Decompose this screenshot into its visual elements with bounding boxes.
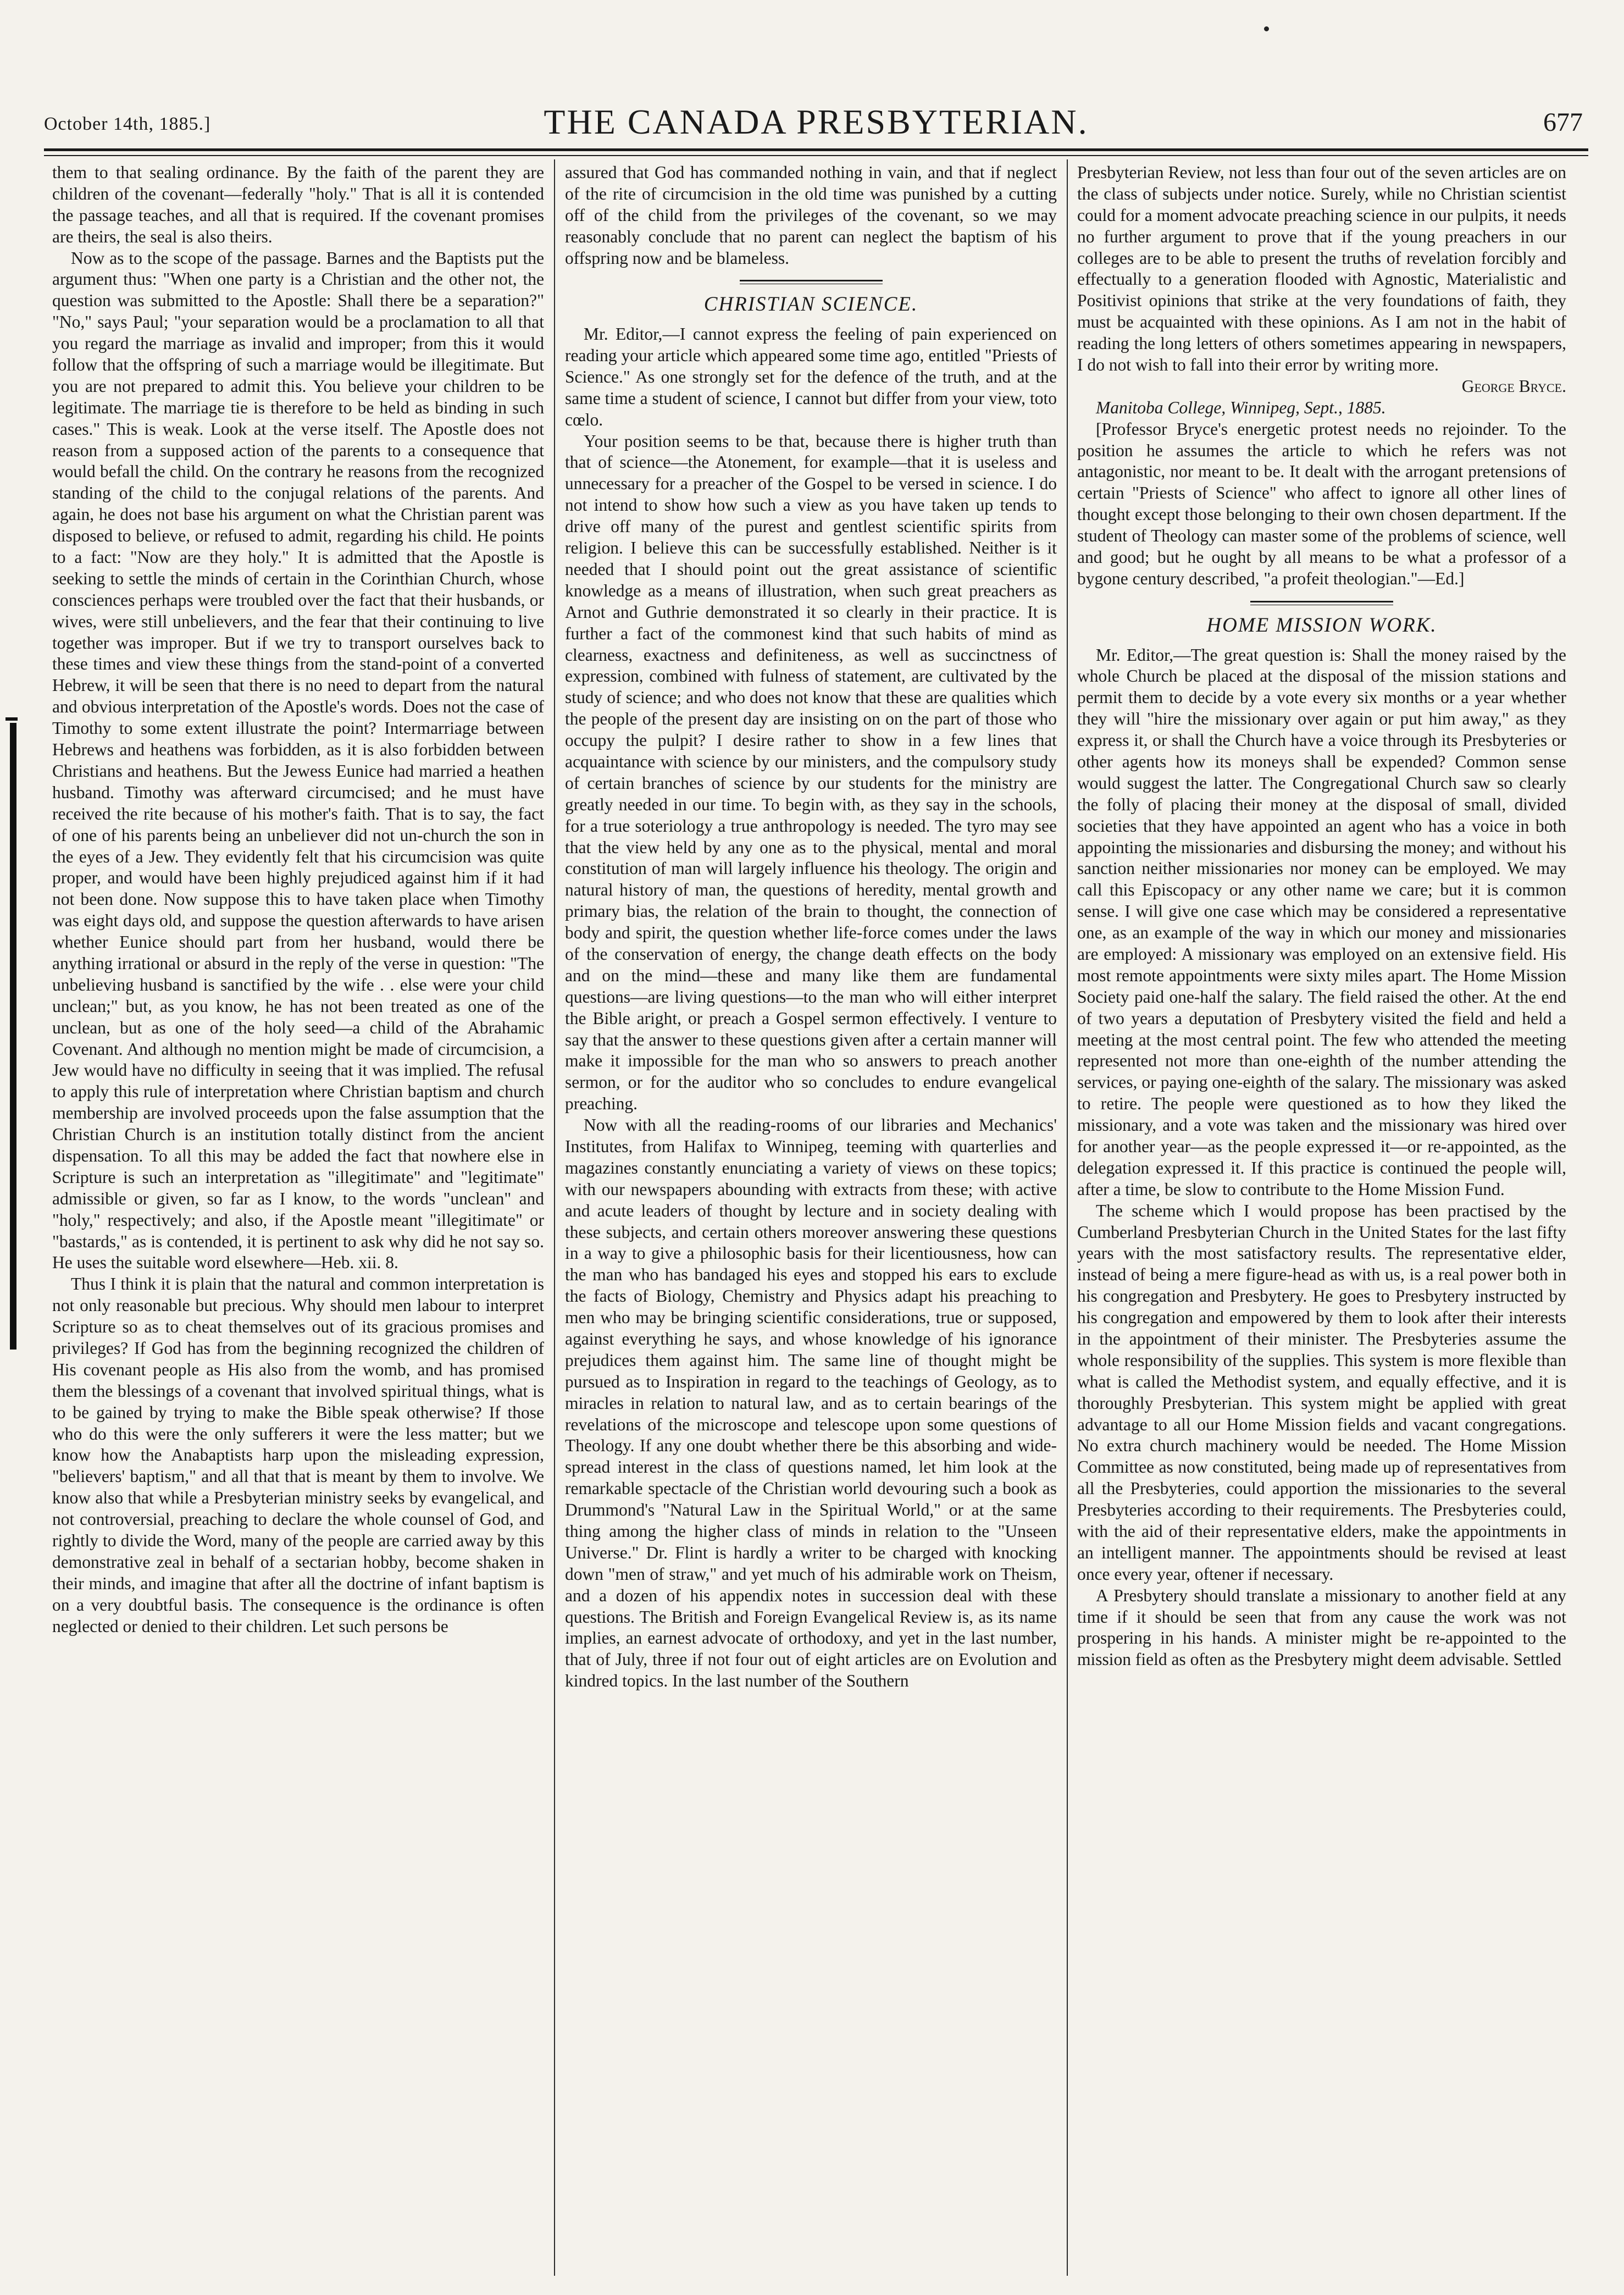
issue-date: October 14th, 1885.] xyxy=(44,114,211,134)
masthead-title: THE CANADA PRESBYTERIAN. xyxy=(544,102,1089,141)
paragraph: them to that sealing ordinance. By the faith of the parent they are children of the covenant—federally "holy." That is all it is contended the passage teaches, and all that is required. If the covenant promises are theirs, the seal is also theirs. xyxy=(52,163,544,246)
paragraph: Now with all the reading-rooms of our libraries and Mechanics' Institutes, from Halifax to Winnipeg, teeming with quarterlies and magazines constantly enunciating a variety of views on these topics; with our newspapers abounding with extracts from these; with active and acute leaders of thought by lecture and in society dealing with these subjects, and certain others moreover answering these questions in a way to give a philosophic basis for their licentiousness, how can the man who has bandaged his eyes and stopped his ears to exclude the facts of Biology, Chemistry and Physics adapt his preaching to men who may be bringing scientific considerations, true or supposed, against everything he says, and whose knowledge of his ignorance prejudices them against him. The same line of thought might be pursued as to Inspiration in regard to the teachings of Geology, as to miracles in relation to natural law, and as to certain bearings of the revelations of the microscope and telescope upon some questions of Theology. If any one doubt whether there be this absorbing and wide-spread interest in the class of questions named, let him look at the remarkable spectacle of the Christian world devouring such a book as Drummond's "Natural Law in the Spiritual World," or at the same thing among the higher class of minds in relation to the "Unseen Universe." Dr. Flint is hardly a writer to be charged with knocking down "men of straw," and yet much of his admirable work on Theism, and a dozen of his appendix notes in succession deal with these questions. The British and Foreign Evangelical Review is, as its name implies, an earnest advocate of orthodoxy, and yet in the last number, that of July, three if not four out of eight articles are on Evolution and kindred topics. In the last number of the Southern xyxy=(565,1115,1057,1691)
binding-shadow xyxy=(10,723,16,1350)
paragraph: Mr. Editor,—I cannot express the feeling of pain experienced on reading your article which appeared some time ago, entitled "Priests of Science." As one strongly set for the defence of the truth, and at the same time a student of science, I cannot but differ from your view, toto cœlo. xyxy=(565,324,1057,429)
column-divider xyxy=(1067,159,1068,2276)
column-2 xyxy=(565,162,1057,2273)
paragraph: assured that God has commanded nothing in vain, and that if neglect of the rite of circumcision in the old time was punished by a cutting off of the child from the privileges of the covenant, so we may reasonably conclude that no parent can neglect the baptism of his offspring now and be blameless. xyxy=(565,163,1057,268)
paragraph: The scheme which I would propose has been practised by the Cumberland Presbyterian Church in the United States for the last fifty years with the most satisfactory results. The representative elder, instead of being a mere figure-head as with us, is a real power both in his congregation and Presbytery. He goes to Presbytery instructed by his congregation and empowered by them to look after their interests in the appointment of their minister. The Presbyteries assume the whole responsibility of the supplies. This system is more flexible than what is called the Methodist system, and equally effective, and it is thoroughly Presbyterian. This system might be applied with great advantage to all our Home Mission fields and vacant congregations. No extra church machinery would be needed. The Home Mission Committee as now constituted, being made up of representatives from all the Presbyteries, could apportion the missionaries to the several Presbyteries according to their requirements. The Presbyteries could, with the aid of their representative elders, make the appointments in an intelligent manner. The appointments should be revised at least once every year, oftener if necessary. xyxy=(1077,1201,1566,1584)
paragraph: Thus I think it is plain that the natural and common interpretation is not only reasonable but precious. Why should men labour to interpret Scripture so as to cheat themselves out of its gracious promises and privileges? If God has from the beginning recognized the children of His covenant people as His also from the womb, and has promised them the blessings of a covenant that involved spiritual things, what is to be gained by trying to make the Bible speak otherwise? If those who do this were the only sufferers it were the less matter; but we know how the Anabaptists harp upon the misleading expression, "believers' baptism," and all that that is meant by them to involve. We know also that while a Presbyterian ministry seeks by evangelical, and not controversial, preaching to declare the whole counsel of God, and rightly to divide the Word, many of the people are carried away by this demonstrative zeal in behalf of a sectarian hobby, become shaken in their minds, and imagine that after all the doctrine of infant baptism is on a very doubtful basis. The consequence is the ordinance is often neglected or denied to their children. Let such persons be xyxy=(52,1274,544,1636)
page-header xyxy=(44,102,1588,146)
section-title-home-mission-work: HOME MISSION WORK. xyxy=(1206,613,1437,637)
header-rule xyxy=(44,148,1588,151)
paragraph: Presbyterian Review, not less than four out of the seven articles are on the class of subjects under notice. Surely, while no Christian scientist could for a moment advocate preaching science in our pulpits, it needs no further argument to prove that if the young preachers in our colleges are to be able to present the truths of revelation forcibly and effectually to a generation flooded with Agnostic, Materialistic and Positivist opinions that strike at the very foundations of faith, they must be acquainted with these opinions. As I am not in the habit of reading the long letters of others sometimes appearing in newspapers, I do not wish to fall into their error by writing more. xyxy=(1077,163,1566,375)
paragraph: Now as to the scope of the passage. Barnes and the Baptists put the argument thus: "When one party is a Christian and the other not, the question was submitted to the Apostle: Shall there be a separation?" "No," says Paul; "your separation would be a proclamation to all that you regard the marriage as invalid and improper; from this it would follow that the offspring of such a marriage would be illegitimate. But you are not prepared to admit this. You believe your children to be legitimate. The marriage tie is therefore to be held as binding in such cases." This is weak. Look at the verse itself. The Apostle does not reason from a supposed action of the parents to a consequence that would befall the child. On the contrary he reasons from the recognized standing of the child to the conjugal relations of the parents. And again, he does not base his argument on what the Christian parent was disposed to believe, or refused to admit, regarding his child. He points to a fact: "Now are they holy." It is admitted that the Apostle is seeking to settle the minds of certain in the Corinthian Church, whose consciences perhaps were troubled over the fact that their husbands, or wives, were still unbelievers, and the fear that their continuing to live together was improper. But if we try to transport ourselves back to these times and view these things from the stand-point of a converted Hebrew, it will be seen that there is no need to depart from the natural and obvious interpretation of the Apostle's words. Does not the case of Timothy to some extent illustrate the point? Intermarriage between Hebrews and heathens was forbidden, as it is also forbidden between Christians and heathens. But the Jewess Eunice had married a heathen husband. Timothy was afterward circumcised; and he must have received the rite because of his mother's faith. That is to say, the fact of one of his parents being an unbeliever did not un-church the son in the eyes of a Jew. They evidently felt that his circumcision was quite proper, and would have been highly prejudiced against him if it had not been done. Now suppose this to have taken place when Timothy was eight days old, and suppose the question afterwards to have arisen whether Eunice should part from her husband, would there be anything irrational or absurd in the reply of the verse in question: "The unbelieving husband is sanctified by the wife . . else were your child unclean;" but, as you know, he has not been treated as one of the unclean, but as one of the holy seed—a child of the Abrahamic Covenant. And although no mention might be made of circumcision, a Jew would have no difficulty in seeing that it was implied. The refusal to apply this rule of interpretation where Christian baptism and church membership are involved proceeds upon the false assumption that the Christian Church is an institution totally distinct from the ancient dispensation. To all this may be added the fact that nowhere else in Scripture is such an interpretation as "illegitimate" and "legitimate" admissible or given, so far as I know, to the words "unclean" and "holy," respectively; and also, if the Apostle meant "illegitimate" or "bastards," as is contended, it is pertinent to ask why did he not say so. He uses the suitable word elsewhere—Heb. xii. 8. xyxy=(52,248,544,1273)
section-title-christian-science: CHRISTIAN SCIENCE. xyxy=(703,293,918,316)
paragraph: Mr. Editor,—The great question is: Shall the money raised by the whole Church be placed at the disposal of the mission stations and permit them to decide by a vote every six months or a year whether they will "hire the missionary over again or put him away," as they express it, or shall the Church have a voice through its Presbyteries or other agents how its moneys shall be expended? Common sense would suggest the latter. The Congregational Church saw so clearly the folly of placing their money at the disposal of small, divided societies that they have appointed an agent who has a voice in both appointing the missionaries and disbursing the money; and without his sanction neither missionaries nor money can be employed. We may call this Episcopacy or any other name we care; but it is common sense. I will give one case which may be considered a representative one, as an example of the way in which our money and missionaries are employed: A missionary was employed on an extensive field. His most remote appointments were sixty miles apart. The Home Mission Society paid one-half the salary. The field raised the other. At the end of two years a deputation of Presbytery visited the field and held a meeting at the most central point. The few who attended the meeting represented not more than one-eighth of the number attending the services, or paying one-eighth of the salary. The missionary was asked to retire. The people were questioned as to how they liked the missionary, and a vote was taken and the missionary was hired over for another year—as the people expressed it—or re-appointed, as the delegation expressed it. If this practice is continued the people will, after a time, be slow to contribute to the Home Mission Fund. xyxy=(1077,645,1566,1199)
paragraph: Your position seems to be that, because there is higher truth than that of science—the Atonement, for example—that it is useless and unnecessary for a preacher of the Gospel to be versed in science. I do not intend to show how such a view as you have taken up tends to drive off many of the purest and gentlest scientific spirits from religion. I believe this can be successfully established. Neither is it needed that I should point out the great assistance of scientific knowledge as a means of illustration, when such great preachers as Arnot and Guthrie demonstrated it so clearly in their practice. It is further a fact of the commonest kind that such habits of mind as clearness, exactness and definiteness, as well as succinctness of expression, combined with fulness of statement, are cultivated by the study of science; and who does not know that these are qualities which the people of the present day are insisting on on the part of those who occupy the pulpit? I desire rather to show in a few lines that acquaintance with science by our ministers, and the compulsory study of certain branches of science by our students for the ministry are greatly needed in our time. To begin with, as they say in the schools, for a true soteriology a true anthropology is needed. The tyro may see that the view held by any one as to the physical, mental and moral constitution of man will largely influence his theology. The origin and natural history of man, the questions of heredity, mental growth and primary bias, the relation of the brain to thought, the connection of body and spirit, the question whether life-force comes under the laws of the conservation of energy, the change death effects on the body and on the mind—these and many like them are fundamental questions—are living questions—to the man who will either interpret the Bible aright, or preach a Gospel sermon effectively. I venture to say that the answer to these questions given after a certain manner will make it impossible for the man who so answers to preach another sermon, or for the auditor who so concludes to endure evangelical preaching. xyxy=(565,431,1057,1114)
header-rule-thin xyxy=(44,155,1588,156)
column-divider xyxy=(554,159,555,2276)
column-3 xyxy=(1077,162,1566,2273)
editor-note: [Professor Bryce's energetic protest needs no rejoinder. To the position he assumes the article to which he refers was not antagonistic, nor meant to be. It dealt with the arrogant pretensions of certain "Priests of Science" who affect to ignore all other lines of thought except those belonging to their own chosen department. If the student of Theology can master some of the problems of science, well and good; but he ought by all means to be what a professor of a bygone century described, "a profeit theologian."—Ed.] xyxy=(1077,419,1566,588)
dateline: Manitoba College, Winnipeg, Sept., 1885. xyxy=(1096,397,1386,417)
ink-speck xyxy=(1264,26,1269,31)
column-1 xyxy=(52,162,544,2273)
section-divider xyxy=(740,280,883,284)
paragraph: A Presbytery should translate a missionary to another field at any time if it should be seen that from any cause the work was not prospering in his hands. A minister might be re-appointed to the mission field as often as the Presbytery might deem advisable. Settled xyxy=(1077,1585,1566,1669)
section-divider xyxy=(1250,601,1393,605)
binding-mark xyxy=(5,717,18,721)
author-signature: George Bryce. xyxy=(1461,376,1566,396)
page-number: 677 xyxy=(1543,108,1583,137)
